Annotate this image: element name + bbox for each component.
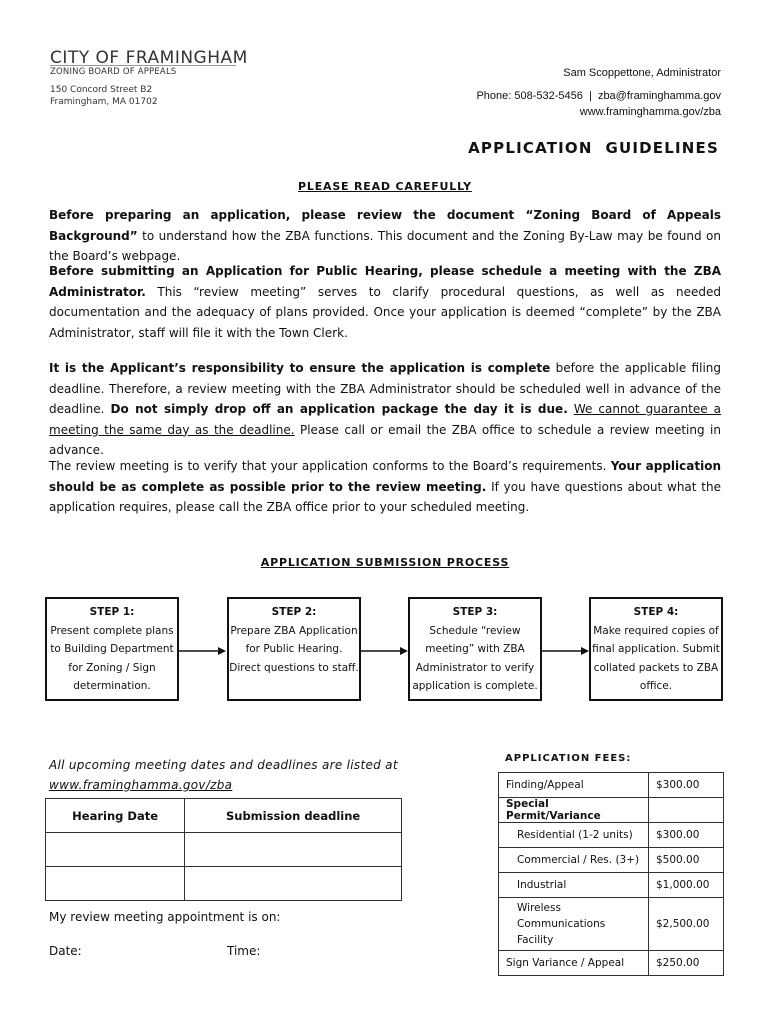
website-link[interactable]: www.framinghamma.gov/zba — [579, 106, 721, 118]
address-line-1: 150 Concord Street B2 — [50, 85, 153, 95]
phone-email[interactable]: Phone: 508-532-5456 | zba@framinghamma.gov — [476, 90, 721, 102]
paragraph-3 — [49, 358, 721, 461]
p3-bold-1: It is the Applicant’s responsibility to ensure the application is complete — [49, 361, 551, 375]
arrow-right-icon — [179, 646, 227, 656]
fee-amount: $250.00 — [649, 951, 724, 976]
arrow-right-icon — [361, 646, 409, 656]
fee-amount: $300.00 — [649, 773, 724, 798]
paragraph-1 — [49, 205, 721, 267]
fee-amount — [649, 798, 724, 823]
time-label: Time: — [227, 944, 261, 958]
step-2-text: Prepare ZBA Application for Public Hearing. Direct questions to staff. — [229, 624, 359, 674]
step-2-box — [227, 597, 361, 701]
fee-label: Residential (1-2 units) — [499, 823, 649, 848]
fee-label: Special Permit/Variance — [499, 798, 649, 823]
hearing-date-table — [45, 798, 402, 901]
fee-label: Industrial — [499, 873, 649, 898]
p3-bold-2: Do not simply drop off an application package the day it is due. — [110, 402, 568, 416]
page-title: APPLICATION GUIDELINES — [468, 139, 719, 157]
p2-bold: Before submitting an Application for Public Hearing, please schedule a meeting with the ZBA Administrator. — [49, 264, 721, 299]
step-4-box — [589, 597, 723, 701]
fee-amount: $500.00 — [649, 848, 724, 873]
fee-amount: $1,000.00 — [649, 873, 724, 898]
step-4-heading: STEP 4: — [633, 606, 679, 618]
table-row — [499, 951, 724, 976]
paragraph-4 — [49, 456, 721, 518]
fees-table — [498, 772, 724, 976]
step-3-box — [408, 597, 542, 701]
table-row — [499, 873, 724, 898]
city-name: CITY OF FRAMINGHAM — [50, 48, 248, 68]
p3-text-1: before the applicable filing deadline. Therefore, a review meeting with the ZBA Administrator should be scheduled well in advance of the deadline. — [49, 361, 722, 416]
p4-text-1: The review meeting is to verify that your application conforms to the Board’s requirements. — [49, 459, 611, 473]
p3-text-3: Please call or email the ZBA office to schedule a review meeting in advance. — [49, 422, 721, 457]
step-1-heading: STEP 1: — [89, 606, 135, 618]
hearing-date-cell[interactable] — [46, 833, 185, 867]
hearing-date-header: Hearing Date — [46, 799, 185, 833]
p4-text-2: If you have questions about what the application requires, please call the ZBA office prior to your scheduled meeting. — [49, 479, 721, 514]
submission-deadline-cell[interactable] — [185, 833, 402, 867]
step-1-box — [45, 597, 179, 701]
p2-text: This “review meeting” serves to clarify procedural questions, as well as needed documentation and the adequacy of plans provided. Once your application is deemed “complete” by the ZBA Administrator, staff will file it with the Town Clerk. — [49, 284, 721, 340]
p3-underline: We cannot guarantee a meeting the same day as the deadline. — [49, 402, 721, 437]
department-name: ZONING BOARD OF APPEALS — [50, 67, 177, 77]
upcoming-text: All upcoming meeting dates and deadlines are listed at — [49, 758, 398, 772]
fee-label: Wireless Communications Facility — [499, 898, 649, 951]
step-1-text: Present complete plans to Building Department for Zoning / Sign determination. — [50, 624, 174, 692]
fees-heading: APPLICATION FEES: — [505, 753, 632, 764]
address-line-2: Framingham, MA 01702 — [50, 97, 158, 107]
office-address — [50, 84, 158, 108]
process-heading: APPLICATION SUBMISSION PROCESS — [260, 556, 510, 569]
p1-text: to understand how the ZBA functions. This document and the Zoning By-Law may be found on the Board’s webpage. — [49, 228, 721, 263]
step-3-heading: STEP 3: — [452, 606, 498, 618]
upcoming-link[interactable]: www.framinghamma.gov/zba — [49, 778, 233, 792]
date-label: Date: — [49, 944, 82, 958]
step-2-heading: STEP 2: — [271, 606, 317, 618]
fee-amount: $300.00 — [649, 823, 724, 848]
step-3-text: Schedule “review meeting” with ZBA Administrator to verify application is complete. — [412, 624, 538, 692]
table-row — [499, 773, 724, 798]
p4-bold: Your application should be as complete as possible prior to the review meeting. — [49, 459, 721, 494]
table-row — [499, 848, 724, 873]
table-row — [499, 798, 724, 823]
review-appointment-label: My review meeting appointment is on: — [49, 910, 281, 924]
submission-deadline-cell[interactable] — [185, 867, 402, 901]
submission-deadline-header: Submission deadline — [185, 799, 402, 833]
step-4-text: Make required copies of final application. Submit collated packets to ZBA office. — [592, 624, 720, 692]
fee-label: Commercial / Res. (3+) — [499, 848, 649, 873]
paragraph-2 — [49, 261, 721, 343]
arrow-right-icon — [542, 646, 590, 656]
fee-label: Finding/Appeal — [499, 773, 649, 798]
p1-bold: Before preparing an application, please review the document “Zoning Board of Appeals Background” — [49, 208, 721, 243]
hearing-date-cell[interactable] — [46, 867, 185, 901]
fee-amount: $2,500.00 — [649, 898, 724, 951]
table-row — [499, 898, 724, 951]
table-row — [499, 823, 724, 848]
upcoming-dates-note — [49, 755, 398, 795]
fee-label: Sign Variance / Appeal — [499, 951, 649, 976]
please-read-heading: PLEASE READ CAREFULLY — [298, 180, 472, 193]
administrator-name: Sam Scoppettone, Administrator — [563, 67, 721, 79]
logo-divider — [50, 65, 236, 66]
